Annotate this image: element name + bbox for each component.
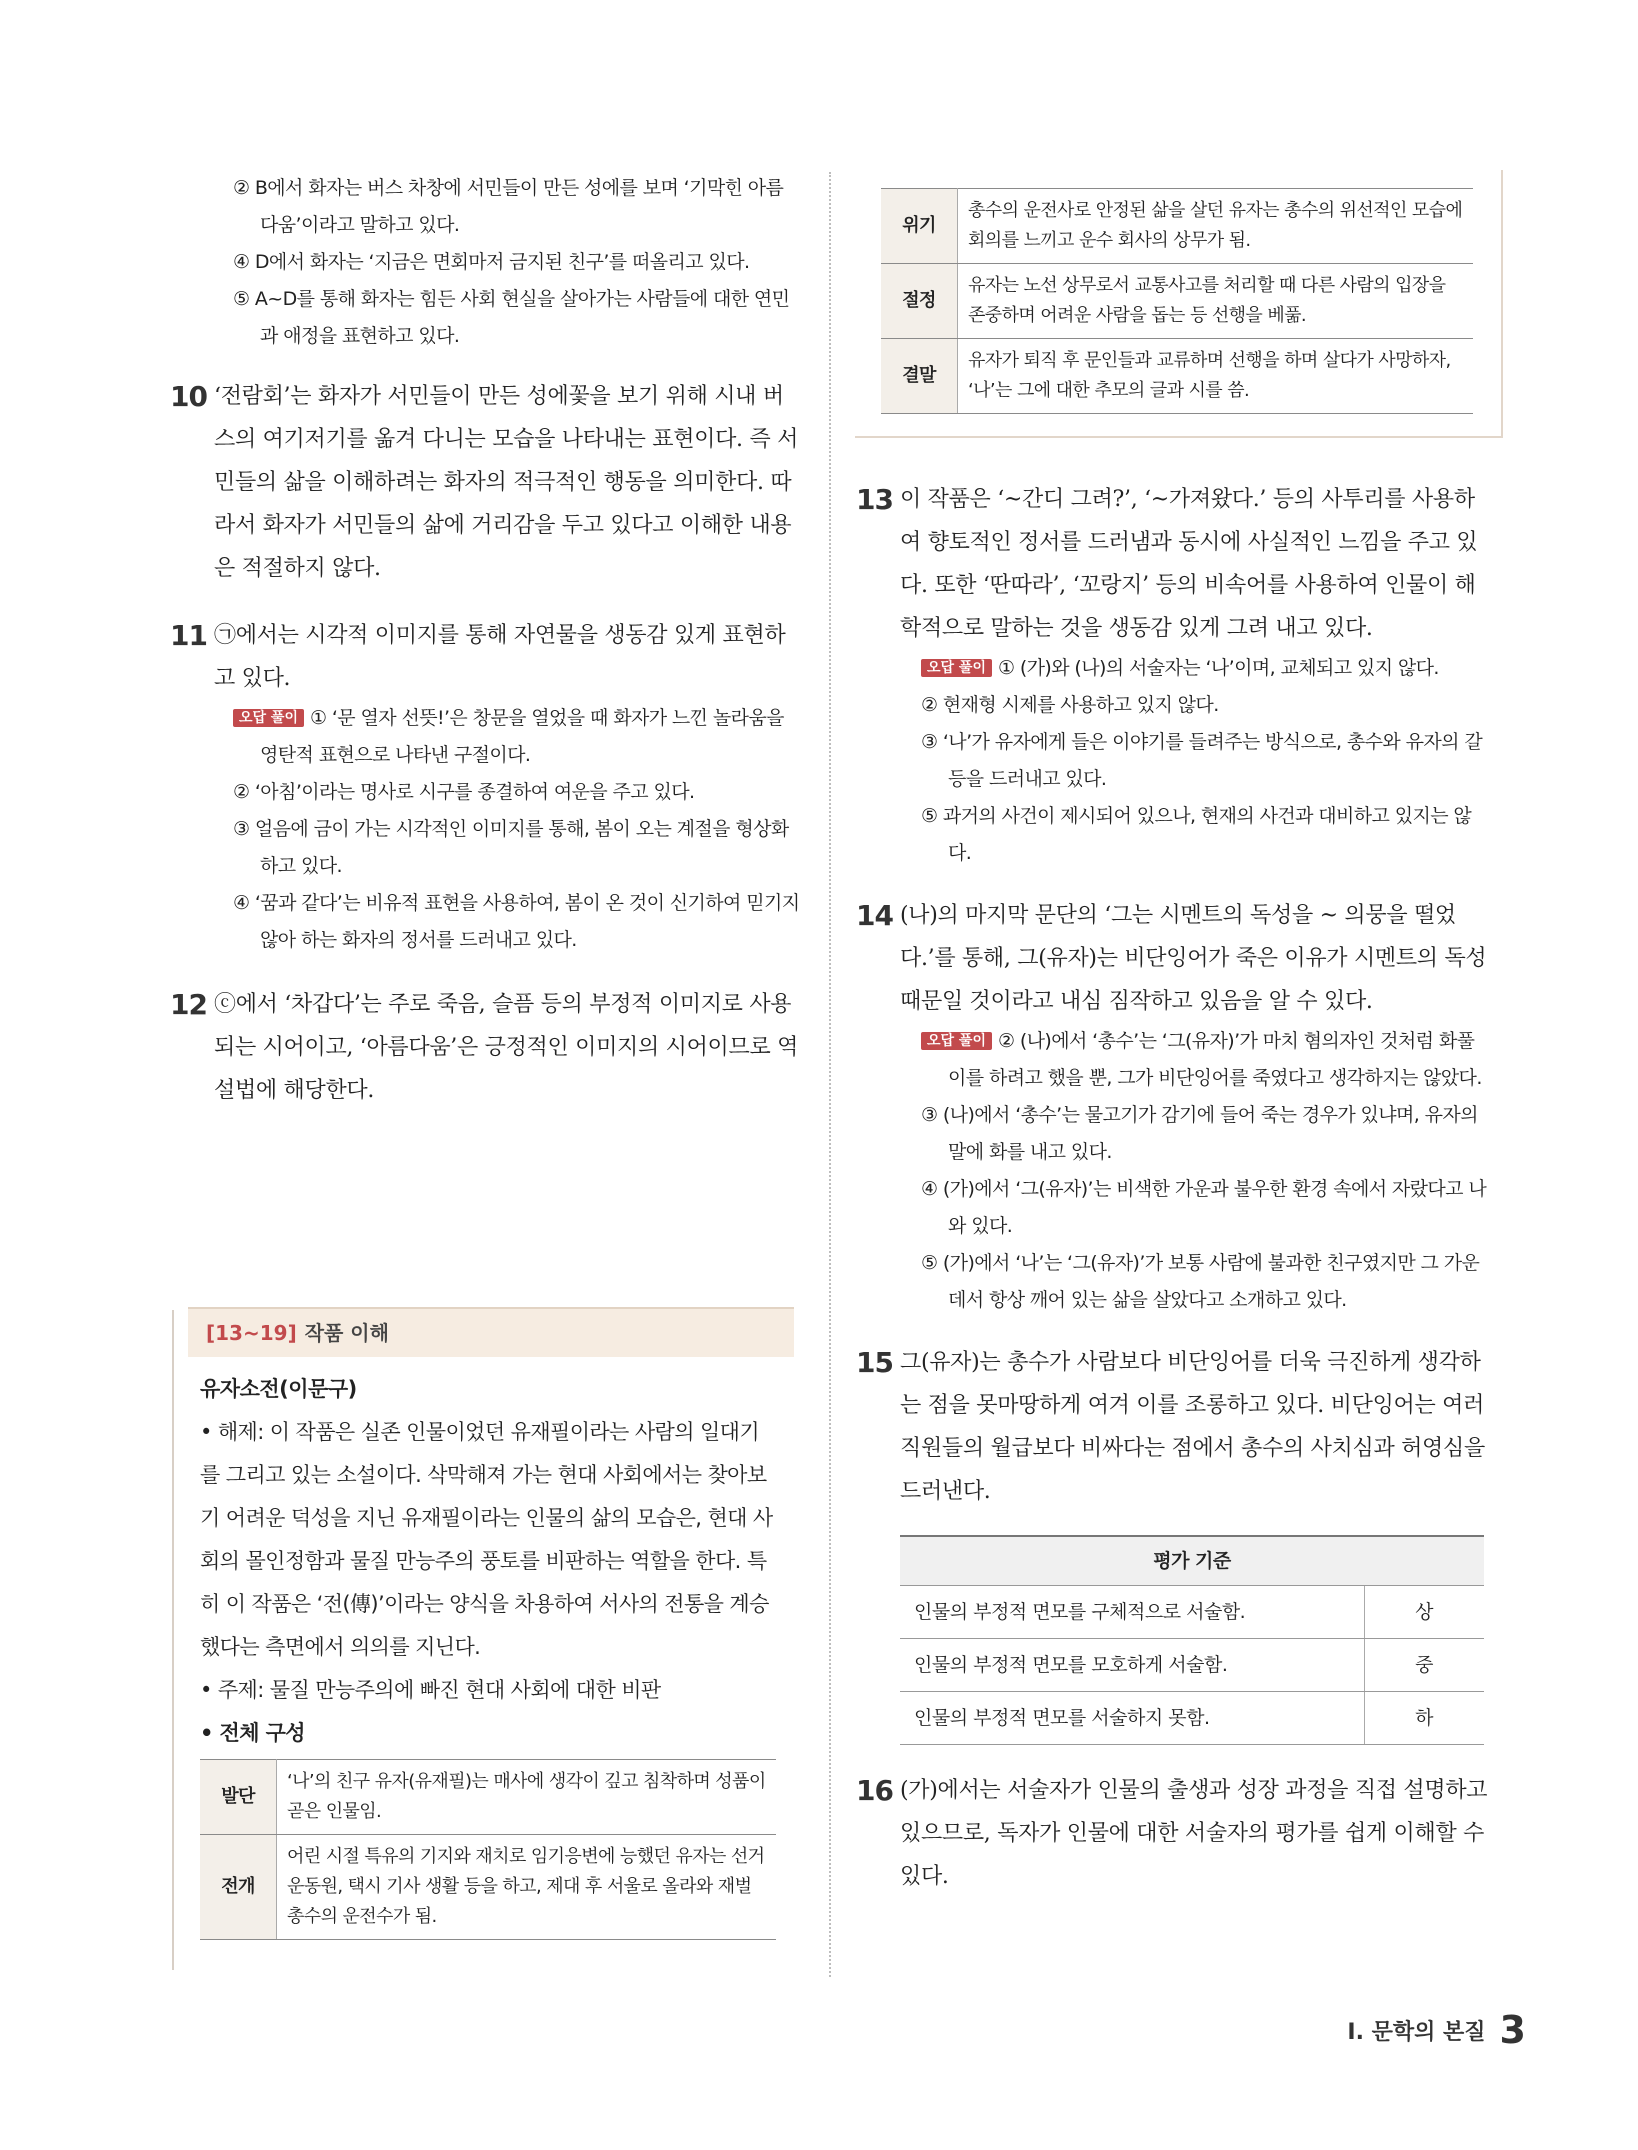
note-3: ③ 얼음에 금이 가는 시각적인 이미지를 통해, 봄이 오는 계절을 형상화하고 있다. — [233, 818, 789, 877]
table-row — [900, 1639, 1484, 1692]
eval-criterion: 인물의 부정적 면모를 모호하게 서술함. — [900, 1639, 1365, 1692]
question-number: 14 — [856, 899, 893, 932]
stage-label: 발단 — [200, 1760, 277, 1835]
table-row — [200, 1760, 776, 1835]
question-number: 11 — [170, 619, 207, 652]
section-title: Ⅰ. 문학의 본질 — [1347, 2020, 1486, 2045]
question-10 — [172, 375, 800, 590]
table-row — [881, 339, 1473, 414]
option-4: ④ D에서 화자는 ‘지금은 면회마저 금지된 친구’를 떠올리고 있다. — [233, 251, 750, 273]
wrong-answer-badge: 오답 풀이 — [921, 659, 992, 677]
wrong-answer-notes — [900, 650, 1492, 872]
page-footer — [1347, 2008, 1526, 2052]
box-left-rule — [172, 1310, 174, 1970]
eval-header: 평가 기준 — [900, 1536, 1484, 1586]
question-number: 12 — [170, 988, 207, 1021]
page-number: 3 — [1499, 2008, 1526, 2052]
stage-label: 위기 — [881, 189, 958, 264]
stage-text: 어린 시절 특유의 기지와 재치로 임기응변에 능했던 유자는 선거 운동원, 택시 기사 생활 등을 하고, 제대 후 서울로 올라와 재벌 총수의 운전수가 됨. — [277, 1835, 777, 1940]
structure-table — [200, 1759, 776, 1940]
question-15 — [858, 1341, 1492, 1745]
note-2: ② 현재형 시제를 사용하고 있지 않다. — [921, 694, 1219, 716]
question-text: 이 작품은 ‘~간디 그려?’, ‘~가져왔다.’ 등의 사투리를 사용하여 향토적인 정서를 드러냄과 동시에 사실적인 느낌을 주고 있다. 또한 ‘딴따라’, ‘꼬랑지’ 등의 비속어를 사용하여 인물이 해학적으로 말하는 것을 생동감 있게 그려 내고 있다. — [900, 487, 1478, 641]
eval-criterion: 인물의 부정적 면모를 서술하지 못함. — [900, 1692, 1365, 1745]
table-header-row — [900, 1536, 1484, 1586]
question-number: 13 — [856, 483, 893, 516]
note-2: ② ‘아침’이라는 명사로 시구를 종결하여 여운을 주고 있다. — [233, 781, 695, 803]
wrong-answer-notes — [900, 1023, 1492, 1319]
answer-options-top — [212, 170, 800, 355]
work-theme: • 주제: 물질 만능주의에 빠진 현대 사회에 대한 비판 — [200, 1678, 661, 1702]
question-text: (나)의 마지막 문단의 ‘그는 시멘트의 독성을 ~ 의뭉을 떨었다.’를 통해, 그(유자)는 비단잉어가 죽은 이유가 시멘트의 독성 때문일 것이라고 내심 짐작하고 있음을 알 수 있다. — [900, 903, 1487, 1014]
work-understanding-box — [188, 1307, 794, 1940]
work-title: 유자소전(이문구) — [200, 1377, 357, 1401]
question-number: 15 — [856, 1346, 893, 1379]
question-16 — [858, 1769, 1492, 1898]
eval-criterion: 인물의 부정적 면모를 구체적으로 서술함. — [900, 1586, 1365, 1639]
option-2: ② B에서 화자는 버스 차창에 서민들이 만든 성에를 보며 ‘기막힌 아름다움’이라고 말하고 있다. — [233, 177, 784, 236]
note-1: 오답 풀이 ① (가)와 (나)의 서술자는 ‘나’이며, 교체되고 있지 않다. — [900, 650, 1492, 687]
box-body — [188, 1357, 794, 1940]
note-2: 오답 풀이 ② (나)에서 ‘총수’는 ‘그(유자)’가 마치 혐의자인 것처럼 화풀이를 하려고 했을 뿐, 그가 비단잉어를 죽였다고 생각하지는 않았다. — [900, 1023, 1492, 1097]
question-11 — [172, 614, 800, 959]
wrong-answer-badge: 오답 풀이 — [921, 1032, 992, 1050]
wrong-answer-badge: 오답 풀이 — [233, 709, 304, 727]
question-text: ‘전람회’는 화자가 서민들이 만든 성에꽃을 보기 위해 시내 버스의 여기저기를 옮겨 다니는 모습을 나타내는 표현이다. 즉 서민들의 삶을 이해하려는 화자의 적극적인 행동을 의미한다. 따라서 화자가 서민들의 삶에 거리감을 두고 있다고 이해한 내용은 적절하지 않다. — [214, 384, 799, 581]
question-text: ⓒ에서 ‘차갑다’는 주로 죽음, 슬픔 등의 부정적 이미지로 사용되는 시어이고, ‘아름다움’은 긍정적인 이미지의 시어이므로 역설법에 해당한다. — [214, 992, 799, 1103]
note-5: ⑤ 과거의 사건이 제시되어 있으나, 현재의 사건과 대비하고 있지는 않다. — [921, 805, 1472, 864]
note-3: ③ ‘나’가 유자에게 들은 이야기를 들려주는 방식으로, 총수와 유자의 갈등을 드러내고 있다. — [921, 731, 1483, 790]
left-column — [172, 170, 800, 1112]
column-divider — [829, 172, 831, 1977]
table-row — [881, 264, 1473, 339]
work-summary: • 해제: 이 작품은 실존 인물이었던 유재필이라는 사람의 일대기를 그리고 있는 소설이다. 삭막해져 가는 현대 사회에서는 찾아보기 어려운 덕성을 지닌 유재필이라는 인물의 삶의 모습은, 현대 사회의 몰인정함과 물질 만능주의 풍토를 비판하는 역할을 한다. 특히 이 작품은 ‘전(傳)’이라는 양식을 차용하여 서사의 전통을 계승했다는 측면에서 의의를 지닌다. — [200, 1420, 773, 1659]
stage-text: ‘나’의 친구 유자(유재필)는 매사에 생각이 깊고 침착하며 성품이 곧은 인물임. — [277, 1760, 777, 1835]
note-3: ③ (나)에서 ‘총수’는 물고기가 감기에 들어 죽는 경우가 있냐며, 유자의 말에 화를 내고 있다. — [921, 1104, 1478, 1163]
stage-text: 유자가 퇴직 후 문인들과 교류하며 선행을 하며 살다가 사망하자, ‘나’는 그에 대한 추모의 글과 시를 씀. — [958, 339, 1474, 414]
table-row — [200, 1835, 776, 1940]
question-number: 10 — [170, 380, 207, 413]
question-number: 16 — [856, 1774, 893, 1807]
box-title: 작품 이해 — [304, 1321, 389, 1345]
structure-heading: • 전체 구성 — [200, 1721, 305, 1745]
question-text: 그(유자)는 총수가 사람보다 비단잉어를 더욱 극진하게 생각하는 점을 못마땅하게 여겨 이를 조롱하고 있다. 비단잉어는 여러 직원들의 월급보다 비싸다는 점에서 총수의 사치심과 허영심을 드러낸다. — [900, 1350, 1485, 1504]
stage-text: 총수의 운전사로 안정된 삶을 살던 유자는 총수의 위선적인 모습에 회의를 느끼고 운수 회사의 상무가 됨. — [958, 189, 1474, 264]
box-header — [188, 1307, 794, 1357]
note-4: ④ (가)에서 ‘그(유자)’는 비색한 가운과 불우한 환경 속에서 자랐다고 나와 있다. — [921, 1178, 1487, 1237]
option-5: ⑤ A~D를 통해 화자는 힘든 사회 현실을 살아가는 사람들에 대한 연민과 애정을 표현하고 있다. — [233, 288, 790, 347]
evaluation-criteria-table — [900, 1535, 1484, 1745]
stage-label: 전개 — [200, 1835, 277, 1940]
eval-level: 상 — [1365, 1586, 1485, 1639]
stage-text: 유자는 노선 상무로서 교통사고를 처리할 때 다른 사람의 입장을 존중하며 어려운 사람을 돕는 등 선행을 베풂. — [958, 264, 1474, 339]
note-5: ⑤ (가)에서 ‘나’는 ‘그(유자)’가 보통 사람에 불과한 친구였지만 그 가운데서 항상 깨어 있는 삶을 살았다고 소개하고 있다. — [921, 1252, 1480, 1311]
question-13 — [858, 478, 1492, 872]
wrong-answer-notes — [212, 700, 800, 959]
stage-label: 결말 — [881, 339, 958, 414]
question-14 — [858, 894, 1492, 1319]
question-text: (가)에서는 서술자가 인물의 출생과 성장 과정을 직접 설명하고 있으므로, 독자가 인물에 대한 서술자의 평가를 쉽게 이해할 수 있다. — [900, 1778, 1488, 1889]
stage-label: 절정 — [881, 264, 958, 339]
question-text: ㉠에서는 시각적 이미지를 통해 자연물을 생동감 있게 표현하고 있다. — [214, 623, 786, 691]
eval-level: 하 — [1365, 1692, 1485, 1745]
note-4: ④ ‘꿈과 같다’는 비유적 표현을 사용하여, 봄이 온 것이 신기하여 믿기지 않아 하는 화자의 정서를 드러내고 있다. — [233, 892, 800, 951]
question-12 — [172, 983, 800, 1112]
right-column — [858, 478, 1492, 1898]
structure-continuation-box — [855, 170, 1503, 438]
question-range: [13~19] — [206, 1321, 297, 1345]
table-row — [881, 189, 1473, 264]
table-row — [900, 1692, 1484, 1745]
table-row — [900, 1586, 1484, 1639]
eval-level: 중 — [1365, 1639, 1485, 1692]
structure-table-continued — [881, 188, 1473, 414]
note-1: 오답 풀이 ① ‘문 열자 선뜻!’은 창문을 열었을 때 화자가 느낀 놀라움을 영탄적 표현으로 나타낸 구절이다. — [212, 700, 800, 774]
